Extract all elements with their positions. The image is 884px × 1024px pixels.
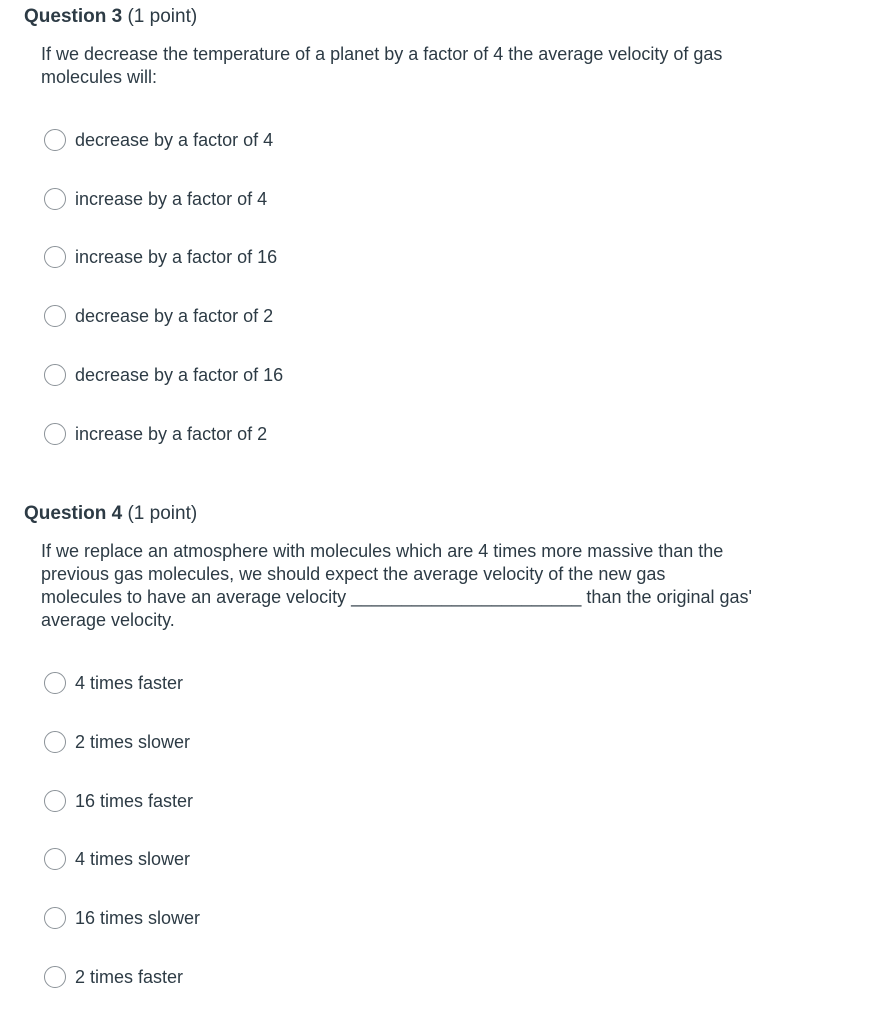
question-header bbox=[24, 6, 197, 28]
radio-button[interactable] bbox=[44, 907, 66, 929]
question-text-line: If we replace an atmosphere with molecules which are 4 times more massive than the bbox=[41, 541, 724, 561]
radio-button[interactable] bbox=[44, 848, 66, 870]
answer-label: 2 times slower bbox=[75, 732, 191, 752]
answer-label: increase by a factor of 4 bbox=[75, 189, 268, 209]
answer-label: increase by a factor of 2 bbox=[75, 424, 268, 444]
question-text-line: average velocity. bbox=[41, 610, 175, 630]
answer-option[interactable] bbox=[44, 303, 273, 329]
answer-option[interactable] bbox=[44, 788, 193, 814]
radio-button[interactable] bbox=[44, 966, 66, 988]
question-title: Question 3 bbox=[24, 6, 123, 27]
question-header bbox=[24, 503, 197, 525]
radio-button[interactable] bbox=[44, 188, 66, 210]
question-text bbox=[41, 43, 801, 89]
answer-option[interactable] bbox=[44, 127, 273, 153]
question-text bbox=[41, 540, 801, 632]
question-title: Question 4 bbox=[24, 503, 123, 524]
answer-label: increase by a factor of 16 bbox=[75, 247, 278, 267]
question-points: (1 point) bbox=[127, 6, 198, 27]
answer-option[interactable] bbox=[44, 244, 277, 270]
answer-label: decrease by a factor of 4 bbox=[75, 130, 274, 150]
answer-label: 4 times slower bbox=[75, 849, 191, 869]
answer-label: decrease by a factor of 2 bbox=[75, 306, 274, 326]
radio-button[interactable] bbox=[44, 423, 66, 445]
answer-option[interactable] bbox=[44, 186, 267, 212]
radio-button[interactable] bbox=[44, 129, 66, 151]
question-text-line: If we decrease the temperature of a planet by a factor of 4 the average velocity of gas bbox=[41, 44, 723, 64]
question-text-line: molecules will: bbox=[41, 67, 158, 87]
answer-label: 4 times faster bbox=[75, 673, 184, 693]
answer-label: 16 times slower bbox=[75, 908, 201, 928]
radio-button[interactable] bbox=[44, 672, 66, 694]
question-text-line: molecules to have an average velocity _______________________ than the original gas' bbox=[41, 587, 752, 607]
answer-option[interactable] bbox=[44, 729, 190, 755]
radio-button[interactable] bbox=[44, 731, 66, 753]
answer-option[interactable] bbox=[44, 964, 183, 990]
answer-option[interactable] bbox=[44, 670, 183, 696]
radio-button[interactable] bbox=[44, 364, 66, 386]
question-points: (1 point) bbox=[127, 503, 198, 524]
answer-label: 2 times faster bbox=[75, 967, 184, 987]
answer-option[interactable] bbox=[44, 421, 267, 447]
answer-option[interactable] bbox=[44, 846, 190, 872]
answer-label: decrease by a factor of 16 bbox=[75, 365, 284, 385]
radio-button[interactable] bbox=[44, 305, 66, 327]
question-text-line: previous gas molecules, we should expect the average velocity of the new gas bbox=[41, 564, 666, 584]
answer-option[interactable] bbox=[44, 905, 200, 931]
radio-button[interactable] bbox=[44, 790, 66, 812]
answer-option[interactable] bbox=[44, 362, 283, 388]
answer-label: 16 times faster bbox=[75, 791, 194, 811]
radio-button[interactable] bbox=[44, 246, 66, 268]
